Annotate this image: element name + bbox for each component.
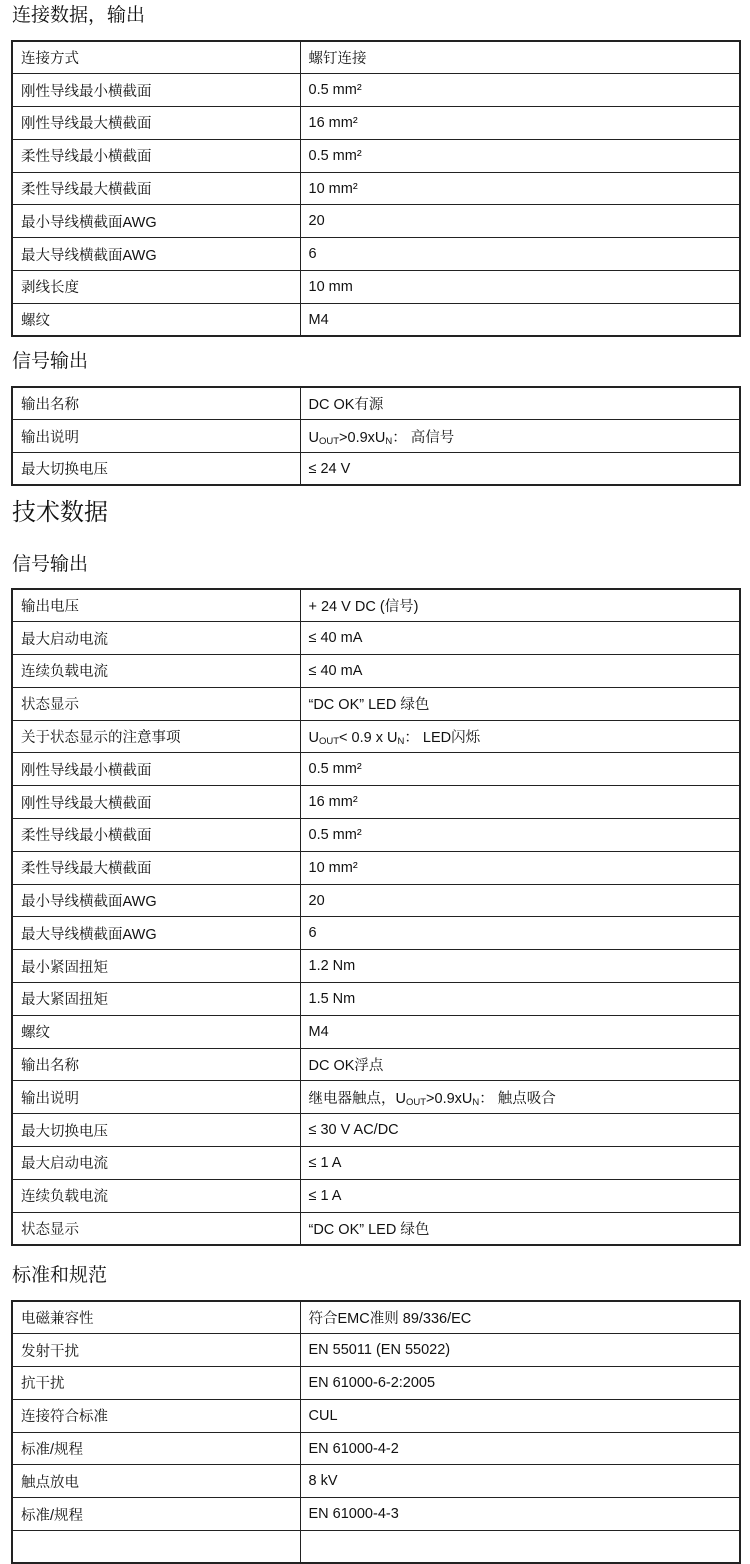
spec-value-subscript: N	[472, 1096, 480, 1108]
spec-value-part: U	[308, 429, 319, 446]
spec-value: M4	[300, 303, 740, 336]
spec-label: 最小导线横截面AWG	[12, 205, 300, 238]
spec-value: M4	[300, 1015, 740, 1048]
section-heading-standards: 标准和规范	[12, 1265, 108, 1286]
spec-label: 剥线长度	[12, 271, 300, 304]
spec-value: DC OK有源	[300, 387, 740, 420]
table-row	[12, 983, 740, 1016]
spec-value: ≤ 40 mA	[300, 655, 740, 688]
table-row	[12, 205, 740, 238]
table-row	[12, 687, 740, 720]
spec-label: 刚性导线最大横截面	[12, 107, 300, 140]
spec-value: ≤ 1 A	[300, 1147, 740, 1180]
spec-value: EN 61000-4-3	[300, 1498, 740, 1531]
table-row	[12, 1531, 740, 1564]
table-row	[12, 1367, 740, 1400]
spec-value: 0.5 mm²	[300, 753, 740, 786]
table-row	[12, 172, 740, 205]
spec-value: EN 55011 (EN 55022)	[300, 1334, 740, 1367]
spec-value-part: ： 触点吸合	[479, 1090, 556, 1107]
spec-label: 柔性导线最大横截面	[12, 172, 300, 205]
spec-table-signal-output-1	[11, 386, 741, 486]
table-row	[12, 271, 740, 304]
spec-label: 柔性导线最大横截面	[12, 851, 300, 884]
spec-label: 电磁兼容性	[12, 1301, 300, 1334]
spec-label: 输出说明	[12, 1081, 300, 1114]
spec-label: 螺纹	[12, 1015, 300, 1048]
table-row	[12, 1081, 740, 1114]
spec-value: 10 mm²	[300, 172, 740, 205]
spec-label: 状态显示	[12, 687, 300, 720]
spec-value: ≤ 24 V	[300, 453, 740, 486]
spec-value: 1.2 Nm	[300, 950, 740, 983]
spec-label: 抗干扰	[12, 1367, 300, 1400]
table-row	[12, 917, 740, 950]
spec-value: 20	[300, 205, 740, 238]
table-row	[12, 851, 740, 884]
spec-table-connection-output	[11, 40, 741, 337]
table-row	[12, 74, 740, 107]
spec-value: 16 mm²	[300, 107, 740, 140]
spec-label: 刚性导线最大横截面	[12, 786, 300, 819]
spec-label: 输出说明	[12, 420, 300, 453]
spec-label: 状态显示	[12, 1212, 300, 1245]
spec-value: “DC OK” LED 绿色	[300, 1212, 740, 1245]
spec-value-subscript: OUT	[405, 1096, 427, 1108]
table-row	[12, 884, 740, 917]
spec-value: 10 mm	[300, 271, 740, 304]
spec-value	[300, 1081, 740, 1114]
table-row	[12, 420, 740, 453]
section-heading-signal-output-2: 信号输出	[12, 554, 89, 575]
spec-label: 最大导线横截面AWG	[12, 238, 300, 271]
table-row	[12, 589, 740, 622]
table-row	[12, 950, 740, 983]
spec-value: EN 61000-6-2:2005	[300, 1367, 740, 1400]
section-heading-technical-data: 技术数据	[12, 499, 108, 526]
table-row	[12, 107, 740, 140]
table-row	[12, 1147, 740, 1180]
spec-value: 16 mm²	[300, 786, 740, 819]
spec-value: ≤ 1 A	[300, 1179, 740, 1212]
table-row	[12, 1498, 740, 1531]
spec-label: 最大切换电压	[12, 453, 300, 486]
spec-value: CUL	[300, 1399, 740, 1432]
spec-value-part: U	[308, 730, 319, 747]
spec-value: 符合EMC准则 89/336/EC	[300, 1301, 740, 1334]
spec-value: “DC OK” LED 绿色	[300, 687, 740, 720]
spec-label: 连接符合标准	[12, 1399, 300, 1432]
table-row	[12, 1334, 740, 1367]
spec-value: 20	[300, 884, 740, 917]
table-row	[12, 786, 740, 819]
spec-label: 最大导线横截面AWG	[12, 917, 300, 950]
table-row	[12, 1301, 740, 1334]
spec-value: 螺钉连接	[300, 41, 740, 74]
spec-table-signal-output-2	[11, 588, 741, 1246]
spec-label: 柔性导线最小横截面	[12, 139, 300, 172]
spec-value-part: >0.9xU	[426, 1090, 473, 1107]
spec-value: 1.5 Nm	[300, 983, 740, 1016]
spec-label: 标准/规程	[12, 1498, 300, 1531]
spec-label: 最大切换电压	[12, 1114, 300, 1147]
spec-value: 6	[300, 238, 740, 271]
spec-value-subscript: N	[397, 736, 405, 748]
table-row	[12, 1114, 740, 1147]
spec-value-part: 继电器触点，U	[308, 1090, 406, 1107]
spec-label: 触点放电	[12, 1465, 300, 1498]
table-row	[12, 655, 740, 688]
spec-value: ≤ 30 V AC/DC	[300, 1114, 740, 1147]
table-row	[12, 453, 740, 486]
spec-value: 6	[300, 917, 740, 950]
spec-value	[300, 420, 740, 453]
table-row	[12, 41, 740, 74]
spec-value	[300, 720, 740, 753]
table-row	[12, 139, 740, 172]
spec-table-standards	[11, 1300, 741, 1564]
spec-value: 0.5 mm²	[300, 74, 740, 107]
spec-label: 标准/规程	[12, 1432, 300, 1465]
table-row	[12, 303, 740, 336]
table-row	[12, 819, 740, 852]
table-row	[12, 1179, 740, 1212]
spec-value-part: < 0.9 x U	[339, 730, 398, 747]
spec-label: 最大紧固扭矩	[12, 983, 300, 1016]
spec-value: 10 mm²	[300, 851, 740, 884]
spec-value-subscript: OUT	[318, 435, 340, 447]
spec-value: + 24 V DC (信号)	[300, 589, 740, 622]
spec-label: 刚性导线最小横截面	[12, 753, 300, 786]
spec-label: 连接方式	[12, 41, 300, 74]
spec-value-subscript: N	[385, 435, 393, 447]
spec-value-part: ： LED闪烁	[404, 730, 481, 747]
table-row	[12, 387, 740, 420]
spec-value-part: >0.9xU	[339, 429, 386, 446]
spec-label: 输出名称	[12, 387, 300, 420]
spec-value: EN 61000-4-2	[300, 1432, 740, 1465]
table-row	[12, 238, 740, 271]
spec-label: 刚性导线最小横截面	[12, 74, 300, 107]
spec-value: ≤ 40 mA	[300, 622, 740, 655]
table-row	[12, 753, 740, 786]
spec-value: 0.5 mm²	[300, 139, 740, 172]
spec-label: 最大启动电流	[12, 1147, 300, 1180]
spec-label: 连续负载电流	[12, 655, 300, 688]
spec-label: 最大启动电流	[12, 622, 300, 655]
spec-label: 关于状态显示的注意事项	[12, 720, 300, 753]
table-row	[12, 1015, 740, 1048]
table-row	[12, 1212, 740, 1245]
spec-value: 0.5 mm²	[300, 819, 740, 852]
spec-label: 输出名称	[12, 1048, 300, 1081]
spec-label: 柔性导线最小横截面	[12, 819, 300, 852]
section-heading-signal-output-1: 信号输出	[12, 351, 89, 372]
spec-label: 输出电压	[12, 589, 300, 622]
spec-label: 螺纹	[12, 303, 300, 336]
spec-label: 最小紧固扭矩	[12, 950, 300, 983]
spec-value-subscript: OUT	[318, 736, 340, 748]
spec-label: 最小导线横截面AWG	[12, 884, 300, 917]
spec-label: 发射干扰	[12, 1334, 300, 1367]
spec-value-part: ： 高信号	[392, 429, 455, 446]
table-row	[12, 1465, 740, 1498]
spec-value	[300, 1531, 740, 1564]
spec-label: 连续负载电流	[12, 1179, 300, 1212]
section-heading-connection-output: 连接数据，输出	[12, 5, 146, 26]
table-row	[12, 1048, 740, 1081]
table-row	[12, 1432, 740, 1465]
spec-value: DC OK浮点	[300, 1048, 740, 1081]
spec-value: 8 kV	[300, 1465, 740, 1498]
spec-label	[12, 1531, 300, 1564]
table-row	[12, 1399, 740, 1432]
table-row	[12, 622, 740, 655]
table-row	[12, 720, 740, 753]
